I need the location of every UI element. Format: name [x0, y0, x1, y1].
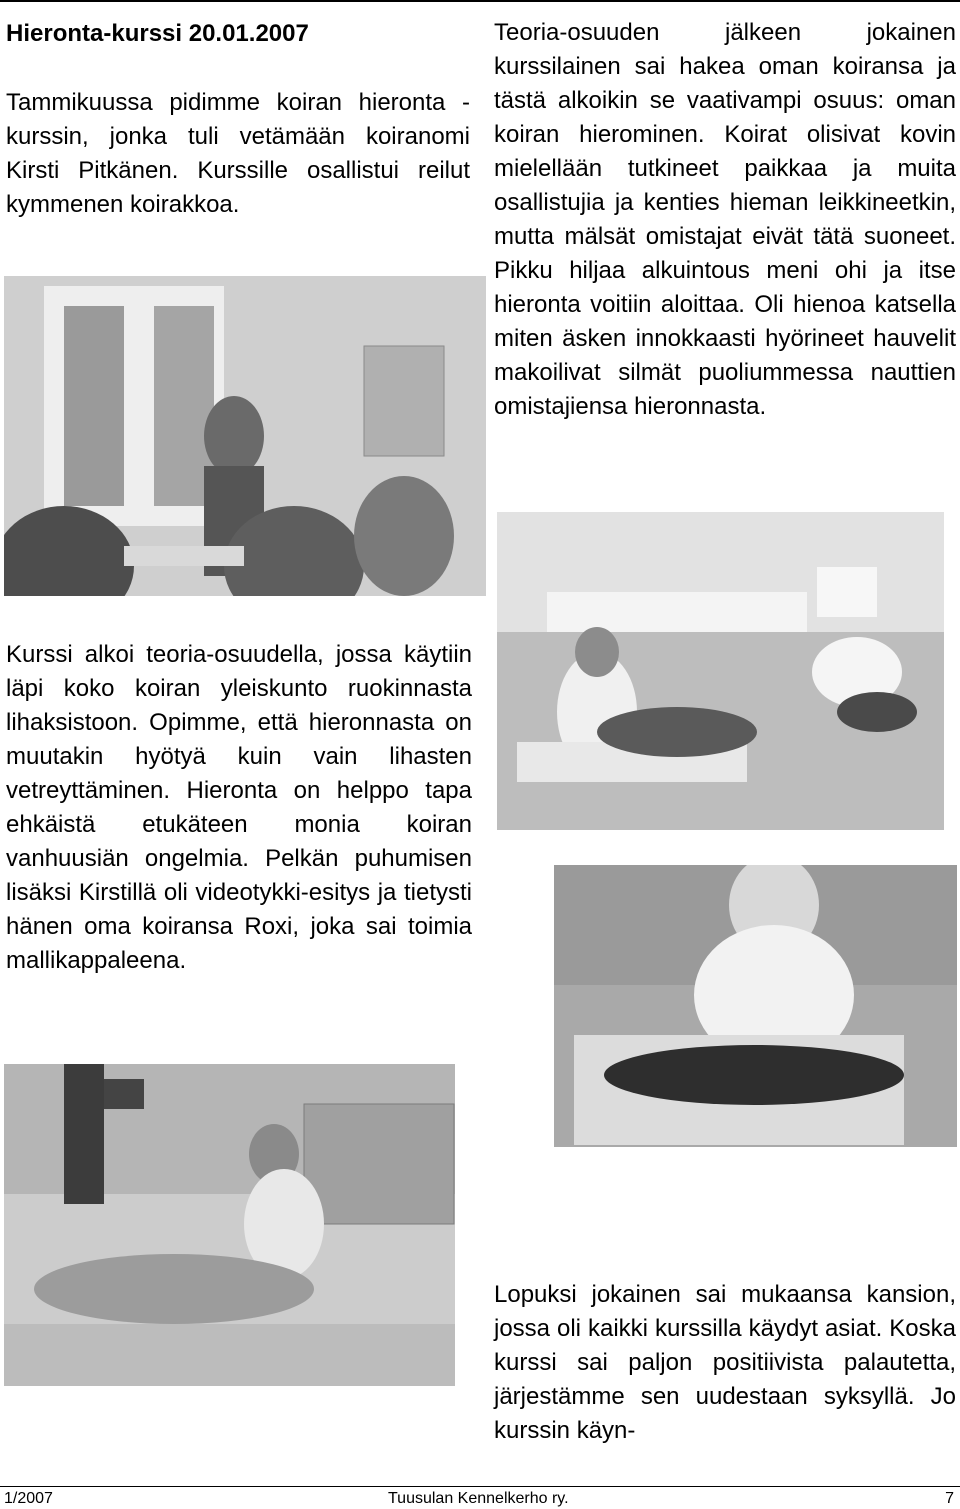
photo-massage-floor: [497, 512, 944, 830]
photo-small-dog: [554, 865, 957, 1147]
intro-paragraph: Tammikuussa pidimme koiran hieronta -kurssin, jonka tuli vetämään koiranomi Kirsti Pitkänen. Kurssille osallistui reilut kymmenen koirakkoa.: [6, 89, 470, 218]
photo-large-dog: [4, 1064, 455, 1386]
ending-paragraph: Lopuksi jokainen sai mukaansa kansion, jossa oli kaikki kurssilla käydyt asiat. Koska kurssi sai paljon positiivista palautetta, järjestämme sen uudestaan syksyllä. Jo kurssin käyn-: [494, 1281, 956, 1444]
article-title: Hieronta-kurssi 20.01.2007: [6, 20, 309, 47]
theory-paragraph: Kurssi alkoi teoria-osuudella, jossa käytiin läpi koko koiran yleiskunto ruokinnasta lihaksistoon. Opimme, että hieronnasta on muutakin hyötyä kuin vain lihasten vetreyttäminen. Hieronta on helppo tapa ehkäistä etukäteen monia koiran vanhuusiän ongelmia. Pelkän puhumisen lisäksi Kirstillä oli videotykki-esitys ja tietysti hänen oma koiransa Roxi, joka sai toimia mallikappaleena.: [6, 641, 472, 974]
footer-publisher: Tuusulan Kennelkerho ry.: [388, 1490, 569, 1507]
footer-rule: [0, 1486, 960, 1487]
photo-classroom: [4, 276, 486, 596]
practice-paragraph: Teoria-osuuden jälkeen jokainen kurssilainen sai hakea oman koiransa ja tästä alkoikin se vaativampi osuus: oman koiran hierominen. Koirat olisivat kovin mielellään tutkineet paikkaa ja muita osallistujia ja kenties hieman leikkineetkin, mutta mälsät omistajat eivät tätä suoneet. Pikku hiljaa alkuintous meni ohi ja itse hieronta voitiin aloittaa. Oli hienoa katsella miten äsken innokkaasti hyörineet hauvelit makoilivat silmät puoliummessa nauttien omistajiensa hieronnasta.: [494, 19, 956, 420]
footer-issue: 1/2007: [4, 1490, 53, 1507]
footer-page-number: 7: [945, 1490, 954, 1507]
top-rule: [0, 0, 960, 2]
